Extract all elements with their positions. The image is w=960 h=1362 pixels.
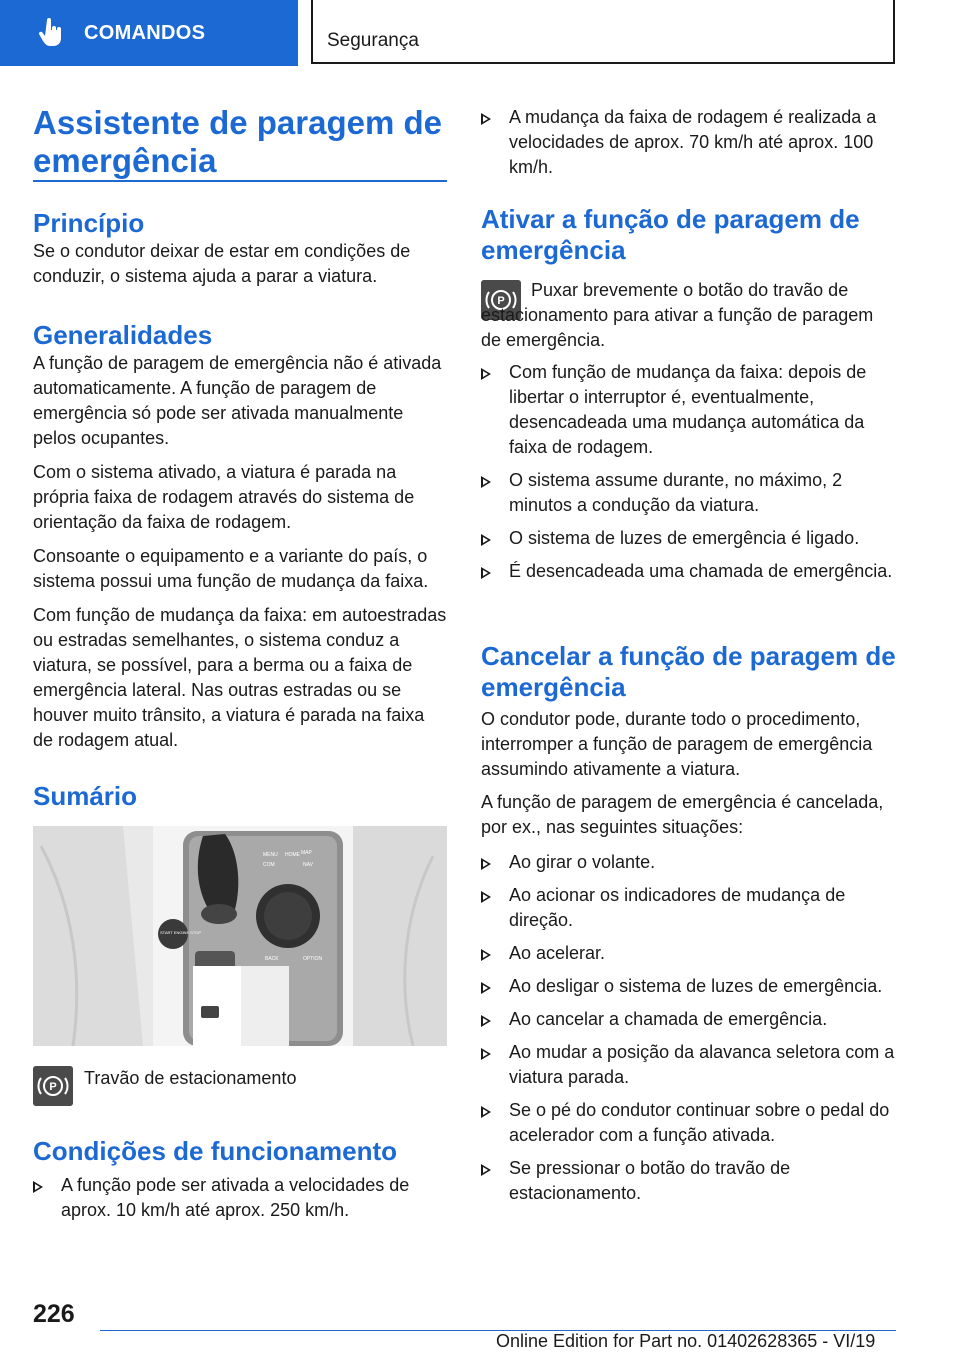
center-console-image	[33, 826, 447, 1046]
text-generalidades-3: Consoante o equipamento e a variante do país, o sistema possui uma função de mudança da faixa.	[33, 546, 429, 591]
list-item: Com função de mudança da faixa: depois de libertar o interruptor é, eventualmente, desencadeada uma mudança automática da faixa de rodagem.	[481, 360, 896, 460]
parking-brake-icon	[33, 1066, 73, 1106]
text-generalidades-1: A função de paragem de emergência não é ativada automaticamente. A função de paragem de emergência só pode ser ativada manualmente pelos ocupantes.	[33, 353, 442, 448]
section-principio	[33, 208, 447, 289]
triangle-bullet-icon	[481, 1164, 491, 1176]
section-sumario-heading	[33, 781, 447, 812]
console-label-com: COM	[263, 862, 275, 868]
section-condicoes	[33, 1136, 447, 1223]
svg-text:P: P	[497, 295, 505, 307]
console-label-option: OPTION	[303, 956, 323, 962]
list-item: O sistema de luzes de emergência é ligado.	[481, 526, 896, 551]
heading-cancelar: Cancelar a função de paragem de emergência	[481, 641, 896, 702]
text-cancelar-2: A função de paragem de emergência é cancelada, por ex., nas seguintes situações:	[481, 792, 884, 837]
triangle-bullet-icon	[481, 949, 491, 961]
text-cancelar-1: O condutor pode, durante todo o procedimento, interromper a função de paragem de emergência assumindo ativamente a viatura.	[481, 709, 873, 779]
list-item: Ao mudar a posição da alavanca seletora com a viatura parada.	[481, 1040, 896, 1090]
footer-edition: Online Edition for Part no. 01402628365 - VI/19	[496, 1331, 876, 1351]
list-item: A função pode ser ativada a velocidades de aprox. 10 km/h até aprox. 250 km/h.	[33, 1173, 447, 1223]
list-item: É desencadeada uma chamada de emergência.	[481, 559, 896, 584]
section-label: Segurança	[327, 30, 419, 51]
page-title-block	[33, 104, 447, 180]
heading-sumario: Sumário	[33, 781, 138, 811]
text-ativar-intro: Puxar brevemente o botão do travão de estacionamento para ativar a função de paragem de emergência.	[481, 280, 874, 350]
list-item: O sistema assume durante, no máximo, 2 minutos a condução da viatura.	[481, 468, 896, 518]
ativar-intro-block	[481, 278, 896, 353]
page-title: Assistente de paragem de emergência	[33, 104, 442, 179]
triangle-bullet-icon	[481, 1048, 491, 1060]
list-item: A mudança da faixa de rodagem é realizada a velocidades de aprox. 70 km/h até aprox. 100 km/h.	[481, 105, 896, 180]
bullet-top-block	[481, 105, 896, 180]
list-item: Ao acionar os indicadores de mudança de direção.	[481, 883, 896, 933]
console-label-nav: NAV	[303, 862, 313, 868]
console-label-menu: MENU	[263, 852, 278, 858]
triangle-bullet-icon	[481, 113, 491, 125]
triangle-bullet-icon	[481, 476, 491, 488]
svg-text:P: P	[49, 1081, 57, 1093]
triangle-bullet-icon	[481, 982, 491, 994]
heading-principio: Princípio	[33, 208, 145, 238]
section-cancelar	[481, 641, 896, 1206]
page-number: 226	[33, 1300, 75, 1328]
section-header	[311, 0, 895, 64]
chapter-label: COMANDOS	[84, 21, 206, 44]
triangle-bullet-icon	[481, 1015, 491, 1027]
list-item: Ao acelerar.	[481, 941, 896, 966]
list-item: Se o pé do condutor continuar sobre o pedal do acelerador com a função ativada.	[481, 1098, 896, 1148]
triangle-bullet-icon	[33, 1181, 43, 1193]
section-generalidades	[33, 320, 447, 753]
ativar-bullets	[481, 360, 896, 584]
section-ativar	[481, 204, 896, 266]
console-label-map: MAP	[301, 850, 312, 856]
hand-pointer-icon	[38, 18, 64, 48]
text-generalidades-2: Com o sistema ativado, a viatura é parada na própria faixa de rodagem através do sistema de orientação da faixa de rodagem.	[33, 462, 415, 532]
caption-parking-brake: Travão de estacionamento	[84, 1068, 297, 1088]
triangle-bullet-icon	[481, 567, 491, 579]
triangle-bullet-icon	[481, 534, 491, 546]
list-item: Ao girar o volante.	[481, 850, 896, 875]
heading-condicoes: Condições de funcionamento	[33, 1136, 398, 1166]
console-label-start-stop: START ENGINE STOP	[160, 930, 202, 935]
list-item: Ao cancelar a chamada de emergência.	[481, 1007, 896, 1032]
triangle-bullet-icon	[481, 368, 491, 380]
title-underline	[33, 180, 447, 182]
heading-ativar: Ativar a função de paragem de emergência	[481, 204, 860, 265]
triangle-bullet-icon	[481, 1106, 491, 1118]
list-item: Ao desligar o sistema de luzes de emergência.	[481, 974, 896, 999]
text-principio: Se o condutor deixar de estar em condições de conduzir, o sistema ajuda a parar a viatura.	[33, 241, 411, 286]
heading-generalidades: Generalidades	[33, 320, 213, 350]
console-label-back: BACK	[265, 956, 279, 962]
triangle-bullet-icon	[481, 891, 491, 903]
list-item: Se pressionar o botão do travão de estacionamento.	[481, 1156, 896, 1206]
triangle-bullet-icon	[481, 858, 491, 870]
text-generalidades-4: Com função de mudança da faixa: em autoestradas ou estradas semelhantes, o sistema conduz a viatura, se possível, para a berma ou a faixa de emergência lateral. Nas outras estradas ou se houver muito trânsito, a viatura é parada na faixa de rodagem atual.	[33, 605, 447, 750]
chapter-tab[interactable]	[0, 0, 298, 66]
console-label-home: HOME	[285, 852, 300, 858]
